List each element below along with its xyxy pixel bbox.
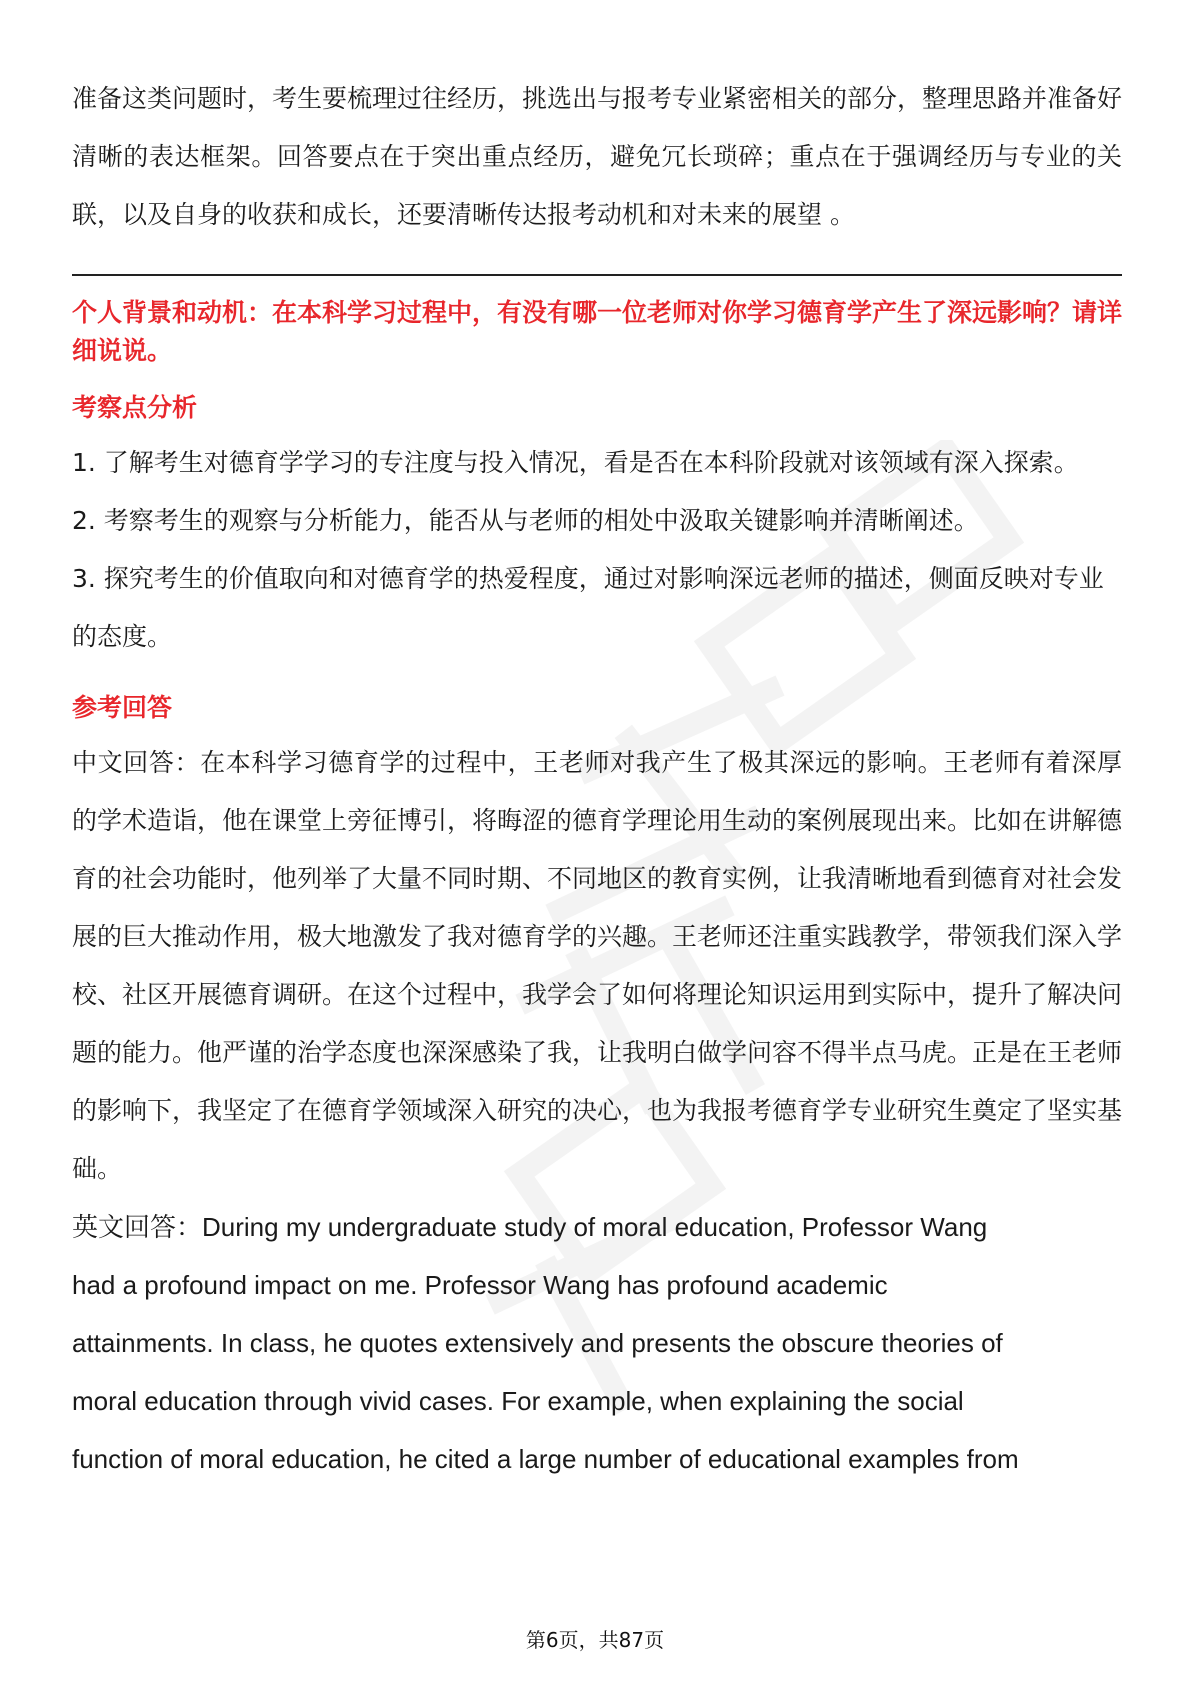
reference-title: 参考回答	[72, 693, 173, 722]
english-answer-line-2: had a profound impact on me. Professor Wang has profound academic	[72, 1270, 888, 1300]
intro-paragraph: 准备这类问题时，考生要梳理过往经历，挑选出与报考专业紧密相关的部分，整理思路并准备好清晰的表达框架。回答要点在于突出重点经历，避免冗长琐碎；重点在于强调经历与专业的关联，以及自身的收获和成长，还要清晰传达报考动机和对未来的展望 。	[72, 84, 1123, 229]
analysis-item-2: 2. 考察考生的观察与分析能力，能否从与老师的相处中汲取关键影响并清晰阐述。	[72, 506, 979, 535]
english-answer-text-1: During my undergraduate study of moral education, Professor Wang	[202, 1212, 988, 1242]
document-page	[72, 70, 1122, 1488]
chinese-answer-text: 在本科学习德育学的过程中，王老师对我产生了极其深远的影响。王老师有着深厚的学术造诣，他在课堂上旁征博引，将晦涩的德育学理论用生动的案例展现出来。比如在讲解德育的社会功能时，他列举了大量不同时期、不同地区的教育实例，让我清晰地看到德育对社会发展的巨大推动作用，极大地激发了我对德育学的兴趣。王老师还注重实践教学，带领我们深入学校、社区开展德育调研。在这个过程中，我学会了如何将理论知识运用到实际中，提升了解决问题的能力。他严谨的治学态度也深深感染了我，让我明白做学问容不得半点马虎。正是在王老师的影响下，我坚定了在德育学领域深入研究的决心，也为我报考德育学专业研究生奠定了坚实基础。	[72, 748, 1123, 1183]
english-answer-line-1	[72, 1198, 1122, 1256]
analysis-item-3: 3. 探究考生的价值取向和对德育学的热爱程度，通过对影响深远老师的描述，侧面反映对专业的态度。	[72, 564, 1104, 651]
analysis-title: 考察点分析	[72, 393, 198, 422]
question-heading: 个人背景和动机：在本科学习过程中，有没有哪一位老师对你学习德育学产生了深远影响？请详细说说。	[72, 298, 1123, 365]
chinese-answer-label: 中文回答：	[72, 748, 201, 777]
analysis-item-1: 1. 了解考生对德育学学习的专注度与投入情况，看是否在本科阶段就对该领域有深入探索。	[72, 448, 1079, 477]
page-number: 第6页，共87页	[525, 1628, 665, 1652]
english-answer-line-4: moral education through vivid cases. For example, when explaining the social	[72, 1386, 964, 1416]
english-answer-line-5: function of moral education, he cited a large number of educational examples from	[72, 1444, 1019, 1474]
english-answer-label: 英文回答：	[72, 1212, 203, 1242]
section-divider	[72, 274, 1122, 276]
chinese-answer	[72, 734, 1122, 1198]
english-answer-line-3: attainments. In class, he quotes extensively and presents the obscure theories of	[72, 1328, 1003, 1358]
